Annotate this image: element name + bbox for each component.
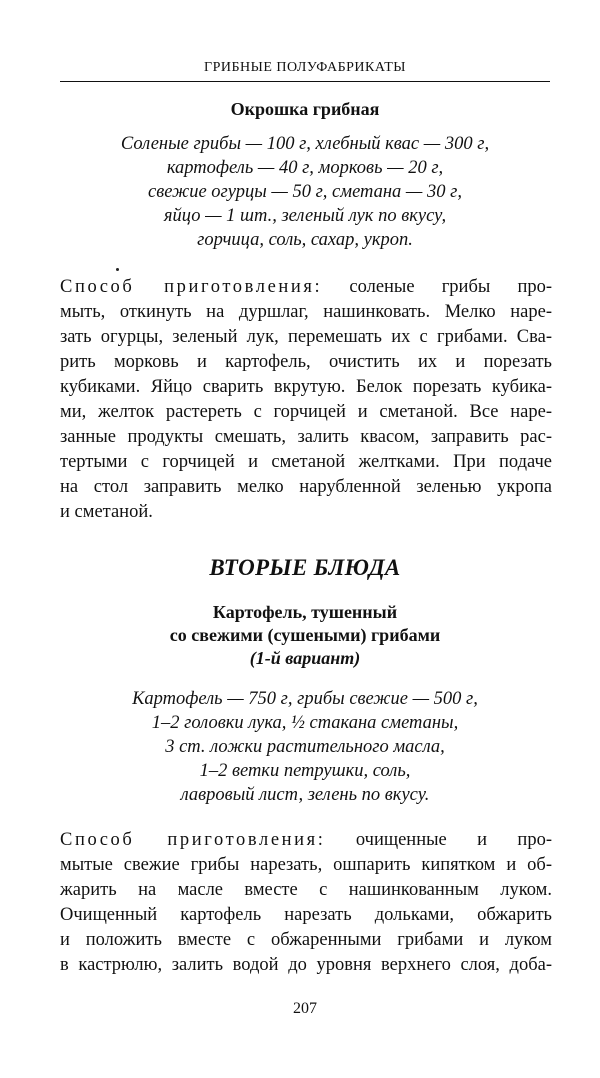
section-title: ВТОРЫЕ БЛЮДА bbox=[209, 555, 401, 580]
method-line: Способ приготовления: соленые грибы про- bbox=[60, 277, 552, 297]
method-line: тертыми с горчицей и сметаной желтками. При подаче bbox=[60, 452, 552, 472]
page-number: 207 bbox=[293, 1000, 317, 1017]
method-line: жарить на масле вместе с нашинкованным луком. bbox=[60, 880, 552, 900]
ingredient-line: свежие огурцы — 50 г, сметана — 30 г, bbox=[148, 182, 462, 202]
method-line: рить морковь и картофель, очистить их и порезать bbox=[60, 352, 552, 372]
ingredient-line: Картофель — 750 г, грибы свежие — 500 г, bbox=[132, 689, 478, 709]
recipe-title-okroshka: Окрошка грибная bbox=[230, 99, 380, 119]
ingredient-line: 1–2 головки лука, ½ стакана сметаны, bbox=[151, 713, 459, 733]
method-line: мыть, откинуть на дуршлаг, нашинковать. Мелко наре- bbox=[60, 302, 552, 322]
method-line: Способ приготовления: очищенные и про- bbox=[60, 830, 552, 850]
method-paragraph-potatoes bbox=[60, 828, 552, 978]
method-line: и положить вместе с обжаренными грибами и луком bbox=[60, 930, 552, 950]
ingredient-line: Соленые грибы — 100 г, хлебный квас — 300 г, bbox=[120, 134, 490, 154]
ingredient-line: 1–2 ветки петрушки, соль, bbox=[199, 761, 411, 781]
ingredients-list-okroshka bbox=[60, 132, 550, 252]
recipe-variant: (1-й вариант) bbox=[249, 648, 361, 668]
running-head: ГРИБНЫЕ ПОЛУФАБРИКАТЫ bbox=[204, 60, 406, 75]
method-line: и сметаной. bbox=[60, 502, 153, 522]
ingredient-line: 3 ст. ложки растительного масла, bbox=[165, 737, 445, 757]
ingredient-line: яйцо — 1 шт., зеленый лук по вкусу, bbox=[163, 206, 447, 226]
method-line: кубиками. Яйцо сварить вкрутую. Белок порезать кубика- bbox=[60, 377, 552, 397]
header-rule bbox=[60, 81, 550, 82]
method-label: Способ приготовления: bbox=[60, 277, 323, 297]
method-line: занные продукты смешать, залить квасом, заправить рас- bbox=[60, 427, 552, 447]
method-line: Очищенный картофель нарезать дольками, обжарить bbox=[60, 905, 552, 925]
method-paragraph-okroshka bbox=[60, 275, 552, 525]
ingredients-list-potatoes bbox=[60, 687, 550, 807]
ingredient-line: лавровый лист, зелень по вкусу. bbox=[180, 785, 430, 805]
method-line: на стол заправить мелко нарубленной зеленью укропа bbox=[60, 477, 552, 497]
recipe-title-potatoes bbox=[60, 601, 550, 670]
print-speck bbox=[116, 268, 119, 271]
ingredient-line: картофель — 40 г, морковь — 20 г, bbox=[166, 158, 444, 178]
ingredient-line: горчица, соль, сахар, укроп. bbox=[197, 230, 413, 250]
recipe-title-line: со свежими (сушеными) грибами bbox=[169, 625, 441, 645]
method-line: ми, желток растереть с горчицей и сметаной. Все наре- bbox=[60, 402, 552, 422]
method-line: мытые свежие грибы нарезать, ошпарить кипятком и об- bbox=[60, 855, 552, 875]
recipe-title-line: Картофель, тушенный bbox=[212, 602, 398, 622]
method-label: Способ приготовления: bbox=[60, 830, 326, 850]
method-line: в кастрюлю, залить водой до уровня верхнего слоя, доба- bbox=[60, 955, 552, 975]
method-line: зать огурцы, зеленый лук, перемешать их с грибами. Сва- bbox=[60, 327, 552, 347]
